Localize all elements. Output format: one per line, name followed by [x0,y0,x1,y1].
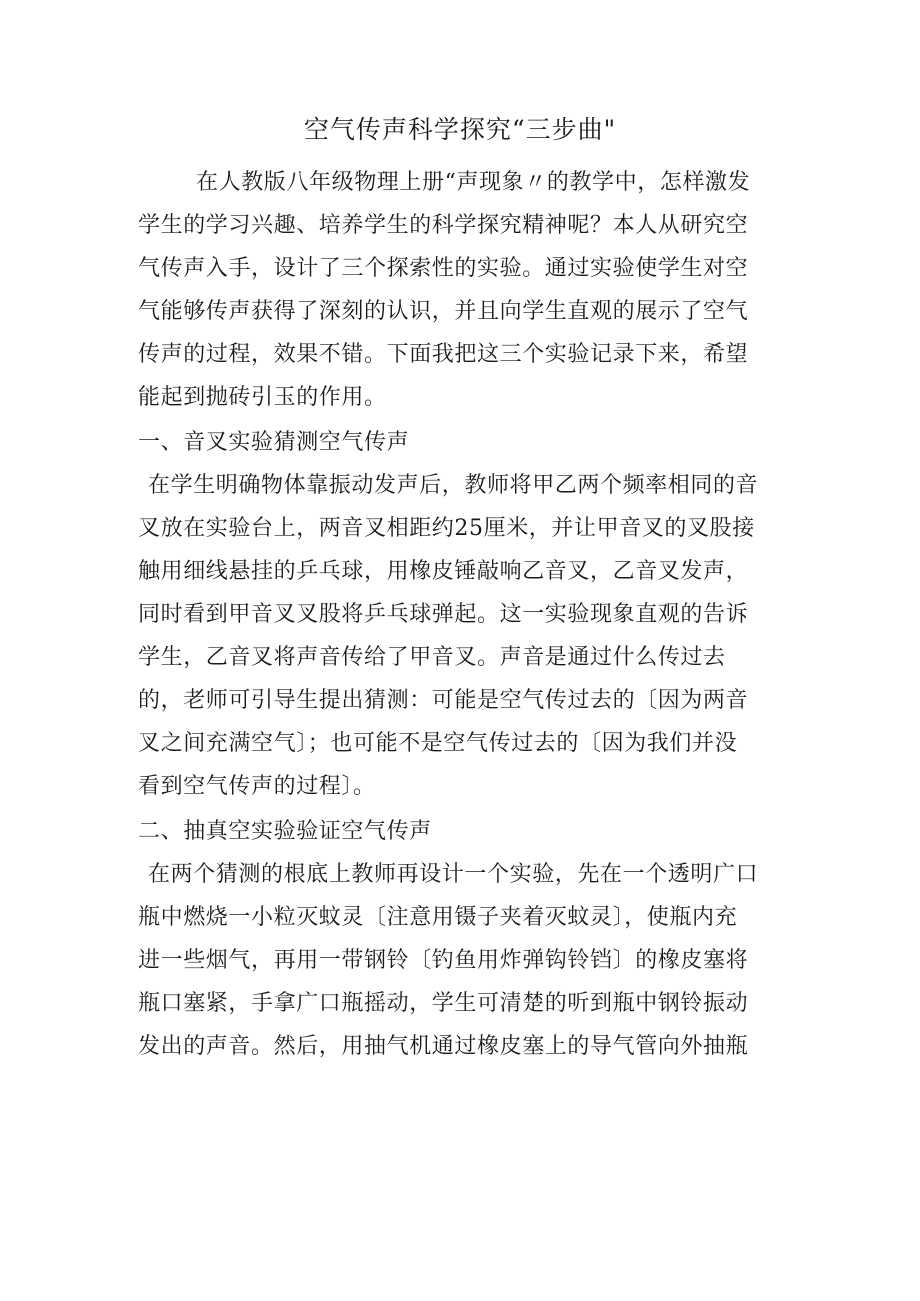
paragraph-line: 看到空气传声的过程〕。 [138,774,376,799]
paragraph-line: 在学生明确物体靠振动发声后，教师将甲乙两个频率相同的音 [148,473,759,498]
paragraph-line: 在两个猜测的根底上教师再设计一个实验，先在一个透明广口 [148,862,759,887]
paragraph-line: 瓶中燃烧一小粒灭蚊灵〔注意用镊子夹着灭蚊灵〕，使瓶内充 [138,905,738,930]
paragraph-line: 传声的过程，效果不错。下面我把这三个实验记录下来，希望 [138,342,749,367]
paragraph-line: 学生，乙音叉将声音传给了甲音叉。声音是通过什么传过去 [138,645,726,670]
paragraph-line: 能起到抛砖引玉的作用。 [138,385,387,410]
section-heading: 一、音叉实验猜测空气传声 [138,430,410,455]
paragraph-line: 气传声入手，设计了三个探索性的实验。通过实验使学生对空 [138,256,749,281]
paragraph-line: 进一些烟气，再用一带钢铃〔钓鱼用炸弹钩铃铛〕的橡皮塞将 [138,948,749,973]
paragraph-line: 瓶口塞紧，手拿广口瓶摇动，学生可清楚的听到瓶中钢铃振动 [138,991,749,1016]
paragraph-line: 学生的学习兴趣、培养学生的科学探究精神呢？本人从研究空 [138,213,749,238]
paragraph-line: 发出的声音。然后，用抽气机通过橡皮塞上的导气管向外抽瓶 [138,1034,749,1059]
paragraph-line: 叉放在实验台上，两音叉相距约25厘米，并让甲音叉的叉股接 [138,516,755,541]
section-heading: 二、抽真空实验验证空气传声 [138,819,432,844]
paragraph-line: 气能够传声获得了深刻的认识，并且向学生直观的展示了空气 [138,299,749,324]
paragraph-line: 的，老师可引导生提出猜测：可能是空气传过去的〔因为两音 [138,688,749,713]
document-title: 空气传声科学探究“三步曲" [303,115,617,144]
paragraph-line: 叉之间充满空气〕；也可能不是空气传过去的〔因为我们并没 [138,731,738,756]
paragraph-line: 在人教版八年级物理上册“声现象〃的教学中，怎样激发 [196,170,751,195]
paragraph-line: 触用细线悬挂的乒乓球，用橡皮锤敲响乙音叉，乙音叉发声， [138,559,749,584]
paragraph-line: 同时看到甲音叉叉股将乒乓球弹起。这一实验现象直观的告诉 [138,602,749,627]
